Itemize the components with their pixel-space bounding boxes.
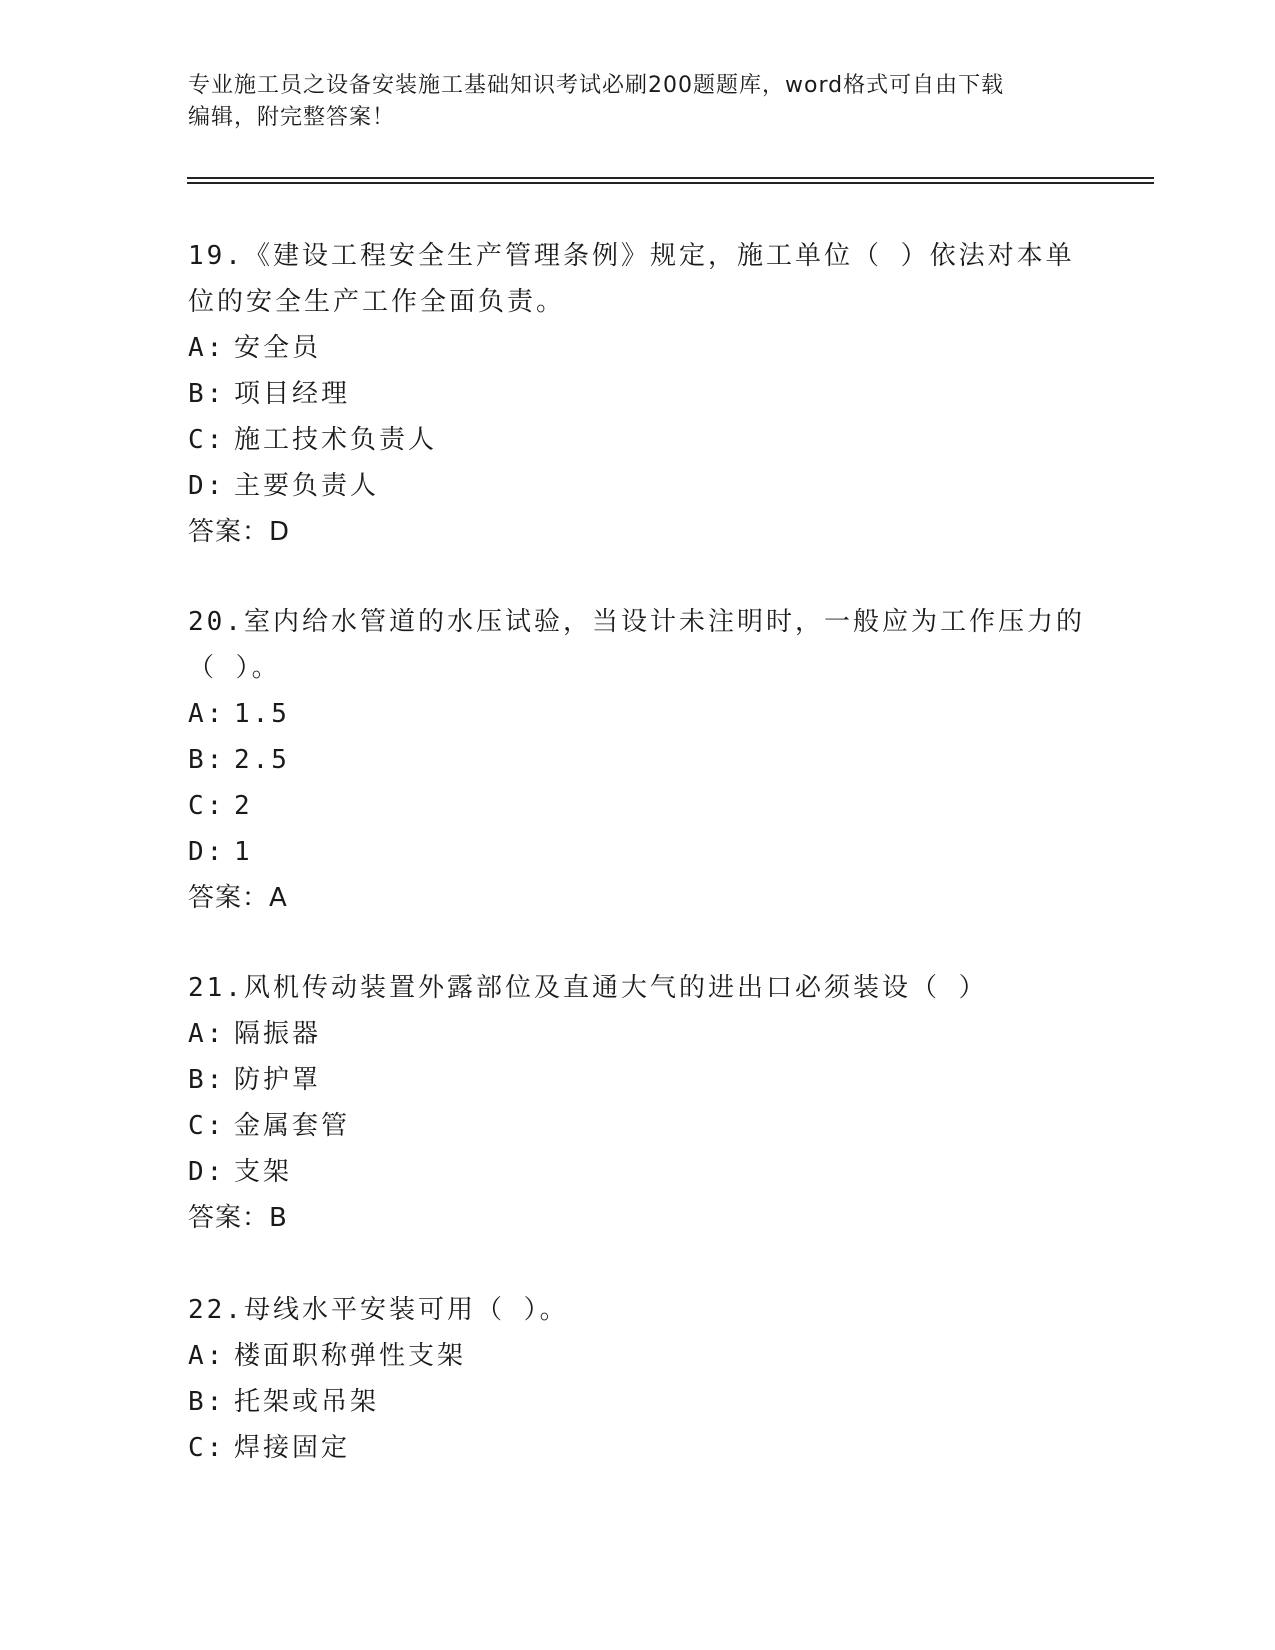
option-label: A: — [188, 333, 226, 363]
option-label: B: — [188, 1387, 226, 1417]
question-stem-line: 位的安全生产工作全面负责。 — [188, 287, 566, 317]
question-stem — [188, 599, 1088, 691]
option-label: C: — [188, 791, 226, 821]
option-label: B: — [188, 1065, 226, 1095]
option-text: 1 — [234, 837, 253, 867]
answer: 答案：B — [188, 1203, 288, 1233]
option-a — [188, 325, 1088, 371]
option-label: D: — [188, 471, 226, 501]
question-stem-line: 20.室内给水管道的水压试验，当设计未注明时，一般应为工作压力的 — [188, 607, 1085, 637]
question-stem-line: 22.母线水平安装可用（ ）。 — [188, 1295, 569, 1325]
option-text: 焊接固定 — [234, 1433, 351, 1463]
option-text: 托架或吊架 — [234, 1387, 380, 1417]
question-stem — [188, 233, 1088, 325]
question-19 — [188, 233, 1088, 555]
option-d — [188, 1149, 1088, 1195]
option-text: 隔振器 — [234, 1019, 322, 1049]
option-text: 主要负责人 — [234, 471, 380, 501]
option-text: 支架 — [234, 1157, 293, 1187]
header-line-2: 编辑，附完整答案！ — [188, 105, 396, 130]
question-stem-line: 21.风机传动装置外露部位及直通大气的进出口必须装设（ ） — [188, 973, 988, 1003]
question-stem — [188, 965, 1088, 1011]
option-d — [188, 463, 1088, 509]
option-text: 防护罩 — [234, 1065, 322, 1095]
option-c — [188, 1425, 1088, 1471]
header-divider-top — [187, 177, 1154, 179]
option-b — [188, 1379, 1088, 1425]
option-a — [188, 1333, 1088, 1379]
question-stem-line: （ ）。 — [188, 653, 281, 683]
answer: 答案：A — [188, 883, 288, 913]
option-text: 2 — [234, 791, 253, 821]
option-c — [188, 1103, 1088, 1149]
document-header — [188, 70, 1068, 134]
header-line-1: 专业施工员之设备安装施工基础知识考试必刷200题题库，word格式可自由下载 — [188, 73, 1005, 98]
option-label: D: — [188, 1157, 226, 1187]
option-text: 施工技术负责人 — [234, 425, 438, 455]
option-b — [188, 1057, 1088, 1103]
question-stem — [188, 1287, 1088, 1333]
answer: 答案：D — [188, 517, 291, 547]
option-label: D: — [188, 837, 226, 867]
option-a — [188, 691, 1088, 737]
option-text: 1.5 — [234, 699, 290, 729]
question-21 — [188, 965, 1088, 1241]
option-label: C: — [188, 425, 226, 455]
option-label: C: — [188, 1111, 226, 1141]
option-label: A: — [188, 1019, 226, 1049]
option-text: 金属套管 — [234, 1111, 351, 1141]
option-label: B: — [188, 745, 226, 775]
question-20 — [188, 599, 1088, 921]
option-b — [188, 371, 1088, 417]
question-22 — [188, 1287, 1088, 1471]
option-c — [188, 417, 1088, 463]
option-label: C: — [188, 1433, 226, 1463]
option-b — [188, 737, 1088, 783]
option-text: 项目经理 — [234, 379, 351, 409]
option-text: 楼面职称弹性支架 — [234, 1341, 467, 1371]
option-d — [188, 829, 1088, 875]
option-a — [188, 1011, 1088, 1057]
option-label: A: — [188, 699, 226, 729]
option-c — [188, 783, 1088, 829]
question-stem-line: 19.《建设工程安全生产管理条例》规定，施工单位（ ）依法对本单 — [188, 241, 1075, 271]
option-text: 2.5 — [234, 745, 290, 775]
option-label: A: — [188, 1341, 226, 1371]
header-divider-bottom — [187, 182, 1154, 184]
option-text: 安全员 — [234, 333, 322, 363]
option-label: B: — [188, 379, 226, 409]
